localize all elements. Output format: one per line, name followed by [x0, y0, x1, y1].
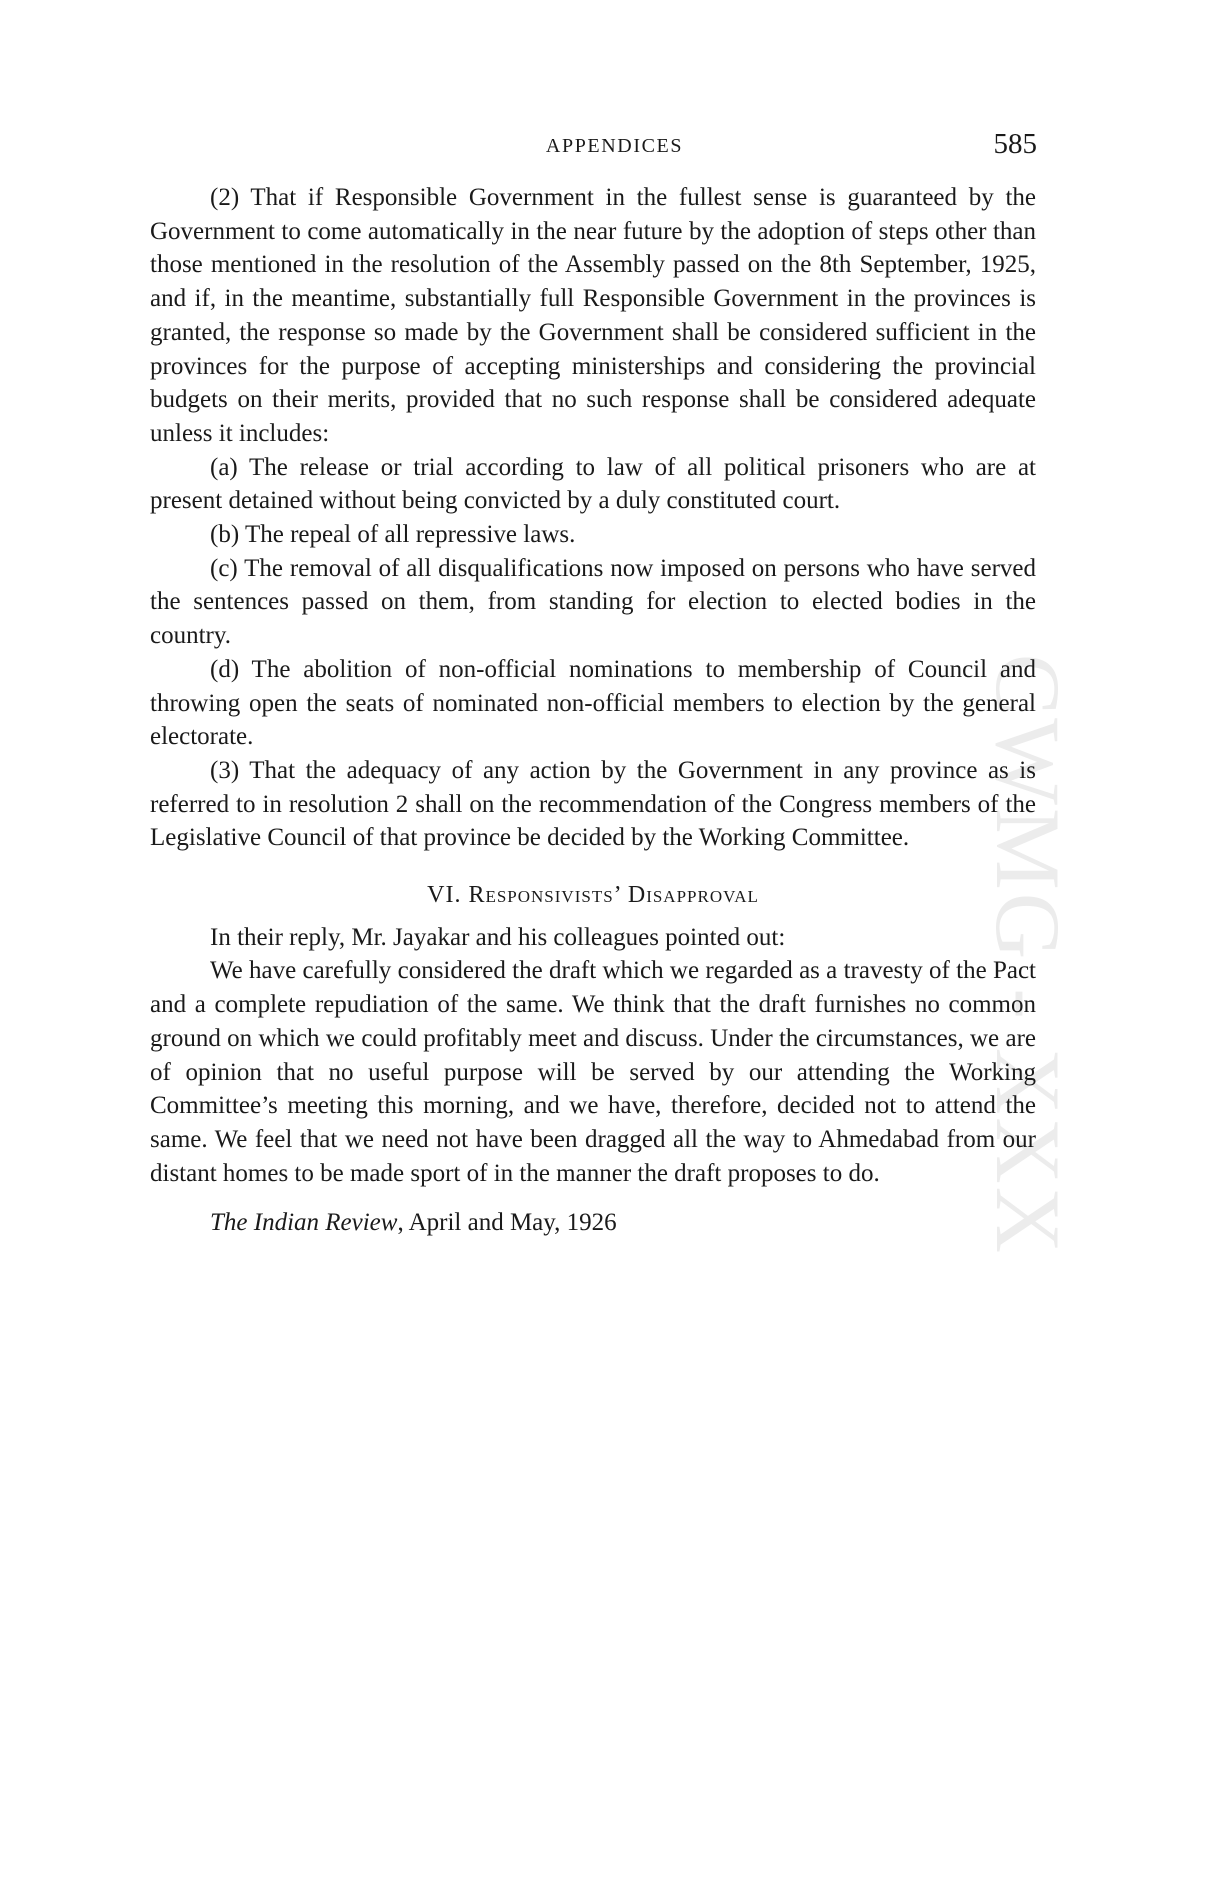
- section-quote: We have carefully considered the draft which we regarded as a travesty of the Pact and a complete repudiation of the same. We think that the draft furnishes no common ground on which we could profitably meet and discuss. Under the circumstances, we are of opinion that no useful purpose will be served by our attending the Working Committee’s meeting this morning, and we have, therefore, decided not to attend the same. We feel that we need not have been dragged all the way to Ahmedabad from our distant homes to be made sport of in the manner the draft proposes to do.: [150, 957, 1036, 1187]
- paragraph-item-a: (a) The release or trial according to law of all political prisoners who are at present detained without being convicted by a duly constituted court.: [150, 453, 1036, 515]
- page-number: 585: [993, 128, 1037, 160]
- source-publication: The Indian Review: [210, 1209, 398, 1237]
- source-citation: [150, 1206, 1036, 1240]
- paragraph-resolution-2: (2) That if Responsible Government in the fullest sense is guaranteed by the Government to come automatically in the near future by the adoption of steps other than those mentioned in the resolution of the Assembly passed on the 8th September, 1925, and if, in the meantime, substantially full Responsible Government in the provinces is granted, the response so made by the Government shall be considered sufficient in the provinces for the purpose of accepting ministerships and considering the provincial budgets on their merits, provided that no such response shall be considered adequate unless it includes:: [150, 184, 1036, 447]
- page-body: [150, 181, 1036, 1240]
- watermark-text: CWMG - XXX: [977, 653, 1079, 1257]
- paragraph-item-b: (b) The repeal of all repressive laws.: [210, 521, 576, 549]
- paragraph-item-c: (c) The removal of all disqualifications now imposed on persons who have served the sentences passed on them, from standing for election to elected bodies in the country.: [150, 554, 1036, 650]
- paragraph-resolution-3: (3) That the adequacy of any action by the Government in any province as is referred to in resolution 2 shall on the recommendation of the Congress members of the Legislative Council of that province be decided by the Working Committee.: [150, 756, 1036, 852]
- section-intro: In their reply, Mr. Jayakar and his colleagues pointed out:: [210, 923, 786, 951]
- source-date: , April and May, 1926: [397, 1209, 617, 1237]
- paragraph-item-d: (d) The abolition of non-official nominations to membership of Council and throwing open the seats of nominated non-official members to election by the general electorate.: [150, 655, 1036, 751]
- running-header: APPENDICES: [545, 135, 684, 157]
- section-heading: VI. Responsivists’ Disapproval: [427, 882, 759, 909]
